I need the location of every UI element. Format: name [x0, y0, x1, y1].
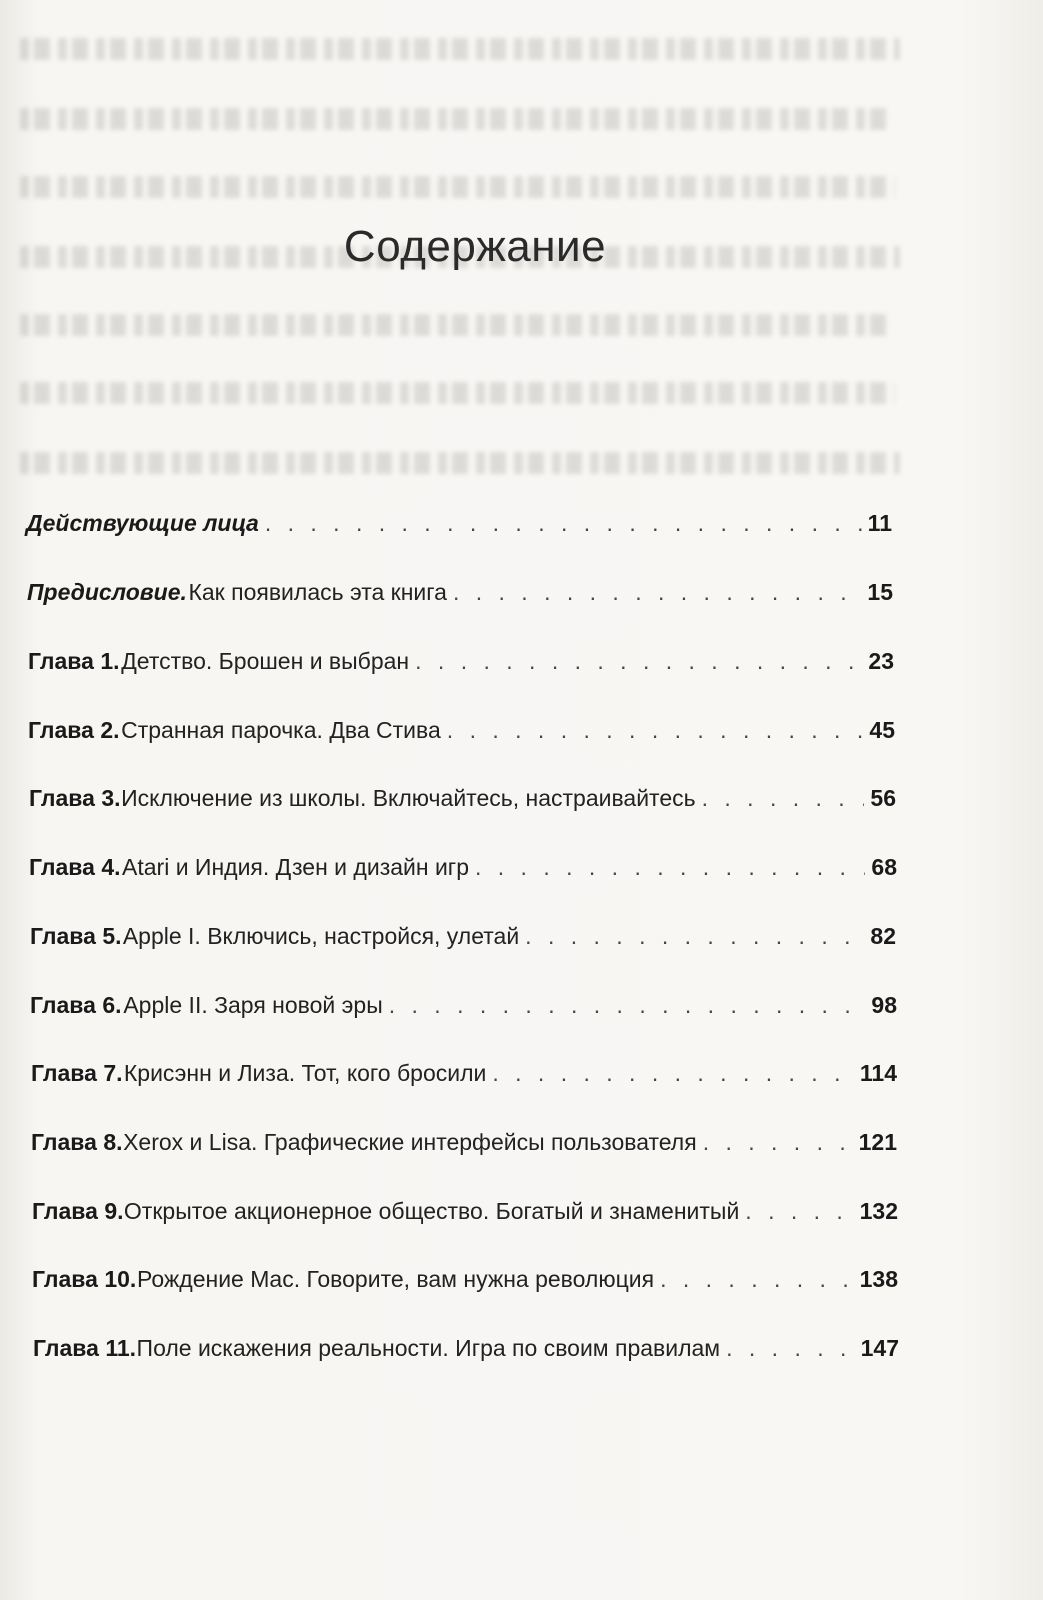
toc-entry — [26, 506, 892, 540]
entry-label: Глава 11. — [33, 1335, 137, 1361]
toc-entry — [29, 850, 897, 884]
page-number: 98 — [871, 992, 897, 1018]
entry-label: Глава 7. — [31, 1060, 123, 1086]
dot-leader — [726, 1331, 855, 1365]
entry-label: Глава 4. — [29, 854, 121, 880]
entry-text: Странная парочка. Два Стива — [121, 717, 441, 743]
toc-entry — [31, 1056, 897, 1090]
dot-leader — [453, 575, 861, 609]
entry-text: Xerox и Lisa. Графические интерфейсы пользователя — [123, 1129, 697, 1155]
page-number: 23 — [868, 648, 894, 674]
entry-text: Детство. Брошен и выбран — [121, 648, 410, 674]
toc-entry — [32, 1262, 898, 1296]
page-number: 82 — [870, 923, 896, 949]
dot-leader — [415, 644, 862, 678]
entry-text: Исключение из школы. Включайтесь, настраивайтесь — [121, 785, 696, 811]
page-title: Содержание — [343, 222, 607, 271]
entry-label: Глава 6. — [30, 992, 122, 1018]
page-number: 114 — [859, 1060, 897, 1086]
toc-entry — [28, 644, 894, 678]
page-number: 68 — [871, 854, 897, 880]
entry-text: Atari и Индия. Дзен и дизайн игр — [122, 854, 469, 880]
toc-entry — [28, 713, 895, 747]
entry-text: Apple II. Заря новой эры — [123, 992, 383, 1018]
page-number: 11 — [867, 510, 892, 536]
dot-leader — [660, 1262, 854, 1296]
dot-leader — [265, 506, 862, 540]
page-number: 56 — [870, 785, 896, 811]
entry-label: Глава 2. — [28, 717, 120, 743]
toc-entry — [27, 575, 893, 609]
entry-text: Крисэнн и Лиза. Тот, кого бросили — [123, 1060, 487, 1086]
entry-label: Предисловие. — [27, 579, 187, 605]
dot-leader — [492, 1056, 854, 1090]
entry-label: Глава 1. — [28, 648, 120, 674]
dot-leader — [702, 781, 865, 815]
entry-text: Открытое акционерное общество. Богатый и знаменитый — [123, 1198, 740, 1224]
entry-label: Глава 10. — [32, 1266, 137, 1292]
page-number: 138 — [859, 1266, 898, 1292]
page-number: 132 — [859, 1198, 898, 1224]
entry-text: Apple I. Включись, настройся, улетай — [122, 923, 520, 949]
toc-entry — [29, 781, 896, 815]
entry-label: Глава 9. — [32, 1198, 124, 1224]
toc-entry — [33, 1331, 899, 1365]
entry-label: Глава 3. — [29, 785, 121, 811]
dot-leader — [447, 713, 864, 747]
dot-leader — [475, 850, 865, 884]
page-number: 121 — [858, 1129, 897, 1155]
entry-text: Как появилась эта книга — [188, 579, 447, 605]
toc-entry — [30, 919, 896, 953]
entry-text: Поле искажения реальности. Игра по своим правилам — [136, 1335, 721, 1361]
toc-entry — [32, 1194, 898, 1228]
entry-text: Рождение Mac. Говорите, вам нужна революция — [137, 1266, 655, 1292]
dot-leader — [525, 919, 864, 953]
page-number: 15 — [867, 579, 893, 605]
toc-entry — [30, 988, 897, 1022]
page-number: 45 — [869, 717, 895, 743]
dot-leader — [745, 1194, 853, 1228]
entry-label: Действующие лица — [26, 510, 259, 536]
dot-leader — [389, 988, 866, 1022]
dot-leader — [703, 1125, 853, 1159]
toc-entry — [31, 1125, 897, 1159]
page-number: 147 — [860, 1335, 899, 1361]
entry-label: Глава 5. — [30, 923, 122, 949]
entry-label: Глава 8. — [31, 1129, 123, 1155]
